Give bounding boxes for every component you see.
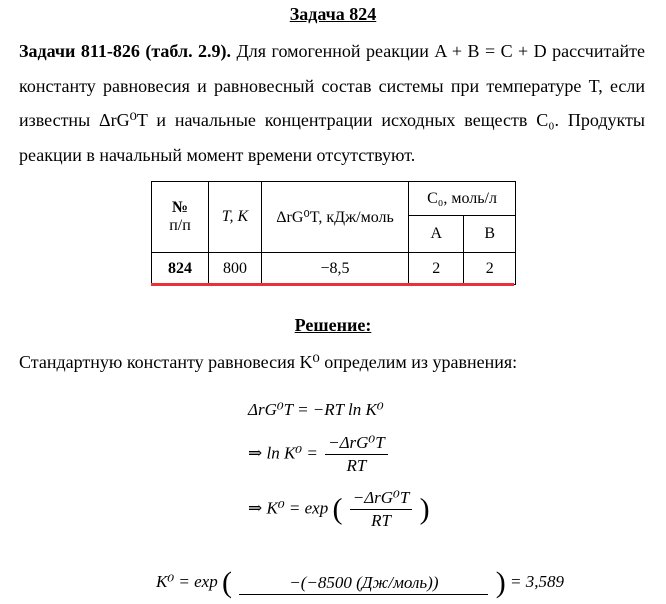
solution-title: Решение: xyxy=(294,315,372,335)
page-title: Задача 824 xyxy=(289,4,377,24)
cell-number: 824 xyxy=(152,253,209,285)
equation-4-fraction: −(−8500 (Дж/моль)) xyxy=(239,572,488,595)
cell-a: 2 xyxy=(409,253,464,285)
equation-4: K⁰ = exp ( −(−8500 (Дж/моль)) ) = 3,589 xyxy=(156,566,564,599)
header-a: A xyxy=(409,216,464,253)
data-table xyxy=(151,181,516,285)
problem-statement xyxy=(19,34,645,172)
equation-2-fraction: $\frac{\text{−ΔrG⁰T}}{RT}$ xyxy=(325,432,388,477)
problem-text: Для гомогенной реакции A + B = C + D рассчитайте константу равновесия и равновесный состав системы при температуре T, если известны ΔrG⁰T и начальные концентрации исходных веществ C₀. Продукты реакции в начальный момент времени отсутствуют. xyxy=(19,41,646,165)
header-temperature: T, K xyxy=(209,182,262,253)
header-concentration: C₀, моль/л xyxy=(409,182,516,216)
header-b: B xyxy=(464,216,516,253)
equation-2: ⇒ ln K⁰ = $\frac{\text{−ΔrG⁰T}}{RT}$ xyxy=(248,432,391,477)
equation-3-fraction: $\frac{\text{−ΔrG⁰T}}{RT}$ xyxy=(350,487,413,532)
solution-intro: Стандартную константу равновесия K⁰ определим из уравнения: xyxy=(19,352,518,372)
problem-lead: Задачи 811-826 (табл. 2.9). xyxy=(19,41,232,61)
equation-3: ⇒ K⁰ = exp ( $\frac{\text{−ΔrG⁰T}}{RT}$ ) xyxy=(248,488,430,530)
cell-gibbs: −8,5 xyxy=(262,253,409,285)
table-row xyxy=(152,253,516,285)
cell-b: 2 xyxy=(464,253,516,285)
cell-temperature: 800 xyxy=(209,253,262,285)
table-underline xyxy=(151,283,514,286)
header-gibbs: ΔrG⁰T, кДж/моль xyxy=(262,182,409,253)
equation-1: ΔrG⁰T = −RT ln K⁰ xyxy=(248,400,384,419)
header-number: № п/п xyxy=(152,182,209,253)
